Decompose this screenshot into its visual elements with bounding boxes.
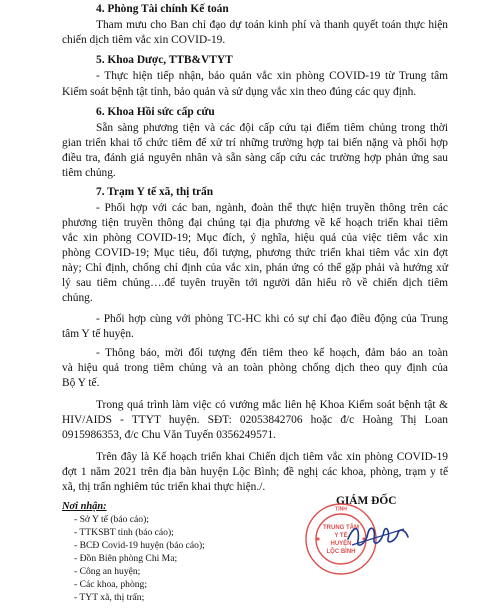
section-5-line-2: Kiểm soát bệnh tật tỉnh, bảo quản và sử dụng vắc xin theo đúng các quy định. bbox=[62, 86, 417, 98]
section-7-p1-line-2: phương tiện truyền thông đại chúng tại địa phương về kế hoạch triển khai tiêm bbox=[62, 217, 448, 229]
stamp-text: TRUNG TÂM bbox=[323, 525, 359, 531]
contact-line-1: Trong quá trình làm việc có vướng mắc liên hệ Khoa Kiểm soát bệnh tật & bbox=[96, 399, 448, 411]
section-7-p1-line-1: - Phối hợp với các ban, ngành, đoàn thể thực hiện truyền thông trên các bbox=[96, 202, 448, 214]
section-6-line-1: Sẵn sàng phương tiện và các đội cấp cứu tại điểm tiêm chủng trong thời bbox=[96, 122, 448, 134]
section-7-p1-line-6: lý sau tiêm chủng….để tuyên truyền tới người dân hiểu rõ về chiến dịch tiêm bbox=[62, 277, 448, 289]
section-4-heading: 4. Phòng Tài chính Kế toán bbox=[96, 3, 229, 15]
stamp-text: LỘC BÌNH bbox=[326, 549, 356, 555]
section-7-p2-line-1: - Phối hợp cùng với phòng TC-HC khi có sự chỉ đạo điều động của Trung bbox=[96, 313, 448, 325]
section-7-p2-line-2: tâm Y tế huyện. bbox=[62, 328, 134, 340]
signature-scribble bbox=[346, 521, 410, 551]
stamp-text: HUYỆN bbox=[330, 541, 352, 547]
contact-line-3: 0915986353, đ/c Chu Văn Tuyến 0356249571. bbox=[62, 429, 277, 441]
signature-title: GIÁM ĐỐC bbox=[336, 495, 397, 507]
section-7-p1-line-5: này; Chỉ định, chống chỉ định của vắc xin, phản ứng có thể gặp phải và hướng xử bbox=[62, 262, 448, 274]
section-7-p1-line-3: vắc xin phòng COVID-19; Mục đích, ý nghĩa, hiệu quả của việc tiêm vắc xin bbox=[62, 232, 448, 244]
recipient-item: - BCĐ Covid-19 huyện (báo cáo); bbox=[74, 540, 205, 551]
stamp-text: Y TẾ bbox=[334, 533, 348, 539]
section-7-p3-line-2: và hiệu quả trong tiêm chủng và an toàn phòng chống dịch theo quy định của bbox=[62, 362, 448, 374]
section-6-line-2: gian triển khai tổ chức tiêm để xử trí những trường hợp tai biến nặng và phối hợp bbox=[62, 137, 448, 149]
recipients-title: Nơi nhận: bbox=[62, 501, 107, 512]
recipient-item: - Các khoa, phòng; bbox=[74, 579, 148, 590]
section-7-heading: 7. Trạm Y tế xã, thị trấn bbox=[96, 186, 214, 198]
closing-line-2: đợt 1 năm 2021 trên địa bàn huyện Lộc Bình; đề nghị các khoa, phòng, trạm y tế bbox=[62, 466, 448, 478]
section-5-line-1: - Thực hiện tiếp nhận, bảo quản vắc xin phòng COVID-19 từ Trung tâm bbox=[96, 70, 448, 82]
recipient-item: - Đồn Biên phòng Chi Ma; bbox=[74, 553, 178, 564]
contact-line-2: HIV/AIDS - TTYT huyện. SĐT: 02053842706 hoặc đ/c Hoàng Thị Loan bbox=[62, 414, 448, 426]
recipient-item: - Sở Y tế (báo cáo); bbox=[74, 514, 149, 525]
section-4-line-2: chiến dịch tiêm vắc xin COVID-19. bbox=[62, 34, 226, 46]
section-7-p3-line-1: - Thông báo, mời đối tượng đến tiêm theo kế hoạch, đảm bảo an toàn bbox=[96, 347, 448, 359]
section-5-heading: 5. Khoa Dược, TTB&VTYT bbox=[96, 54, 233, 66]
section-6-heading: 6. Khoa Hồi sức cấp cứu bbox=[96, 106, 215, 118]
closing-line-3: xã, thị trấn nghiêm túc triển khai thực hiện./. bbox=[62, 481, 266, 493]
stamp-text: TỈNH bbox=[335, 506, 347, 513]
closing-line-1: Trên đây là Kế hoạch triển khai Chiến dịch tiêm vắc xin phòng COVID-19 bbox=[96, 451, 448, 463]
recipient-item: - TYT xã, thị trấn; bbox=[74, 592, 145, 603]
section-7-p1-line-7: chủng. bbox=[62, 292, 93, 304]
section-7-p1-line-4: phòng COVID-19; Mục tiêu, đối tượng, phương thức triển khai tiêm vắc xin đợt bbox=[62, 247, 448, 259]
section-4-line-1: Tham mưu cho Ban chỉ đạo dự toán kinh phí và thanh quyết toán thực hiện bbox=[96, 19, 448, 31]
section-7-p3-line-3: Bộ Y tế. bbox=[62, 377, 100, 389]
recipient-item: - TTKSBT tỉnh (báo cáo); bbox=[74, 527, 174, 538]
recipient-item: - Công an huyện; bbox=[74, 566, 141, 577]
section-6-line-4: tiêm chủng. bbox=[62, 167, 116, 179]
section-6-line-3: điều tra, đánh giá nguyên nhân và sẵn sàng cấp cứu các trường hợp phản ứng sau bbox=[62, 152, 448, 164]
